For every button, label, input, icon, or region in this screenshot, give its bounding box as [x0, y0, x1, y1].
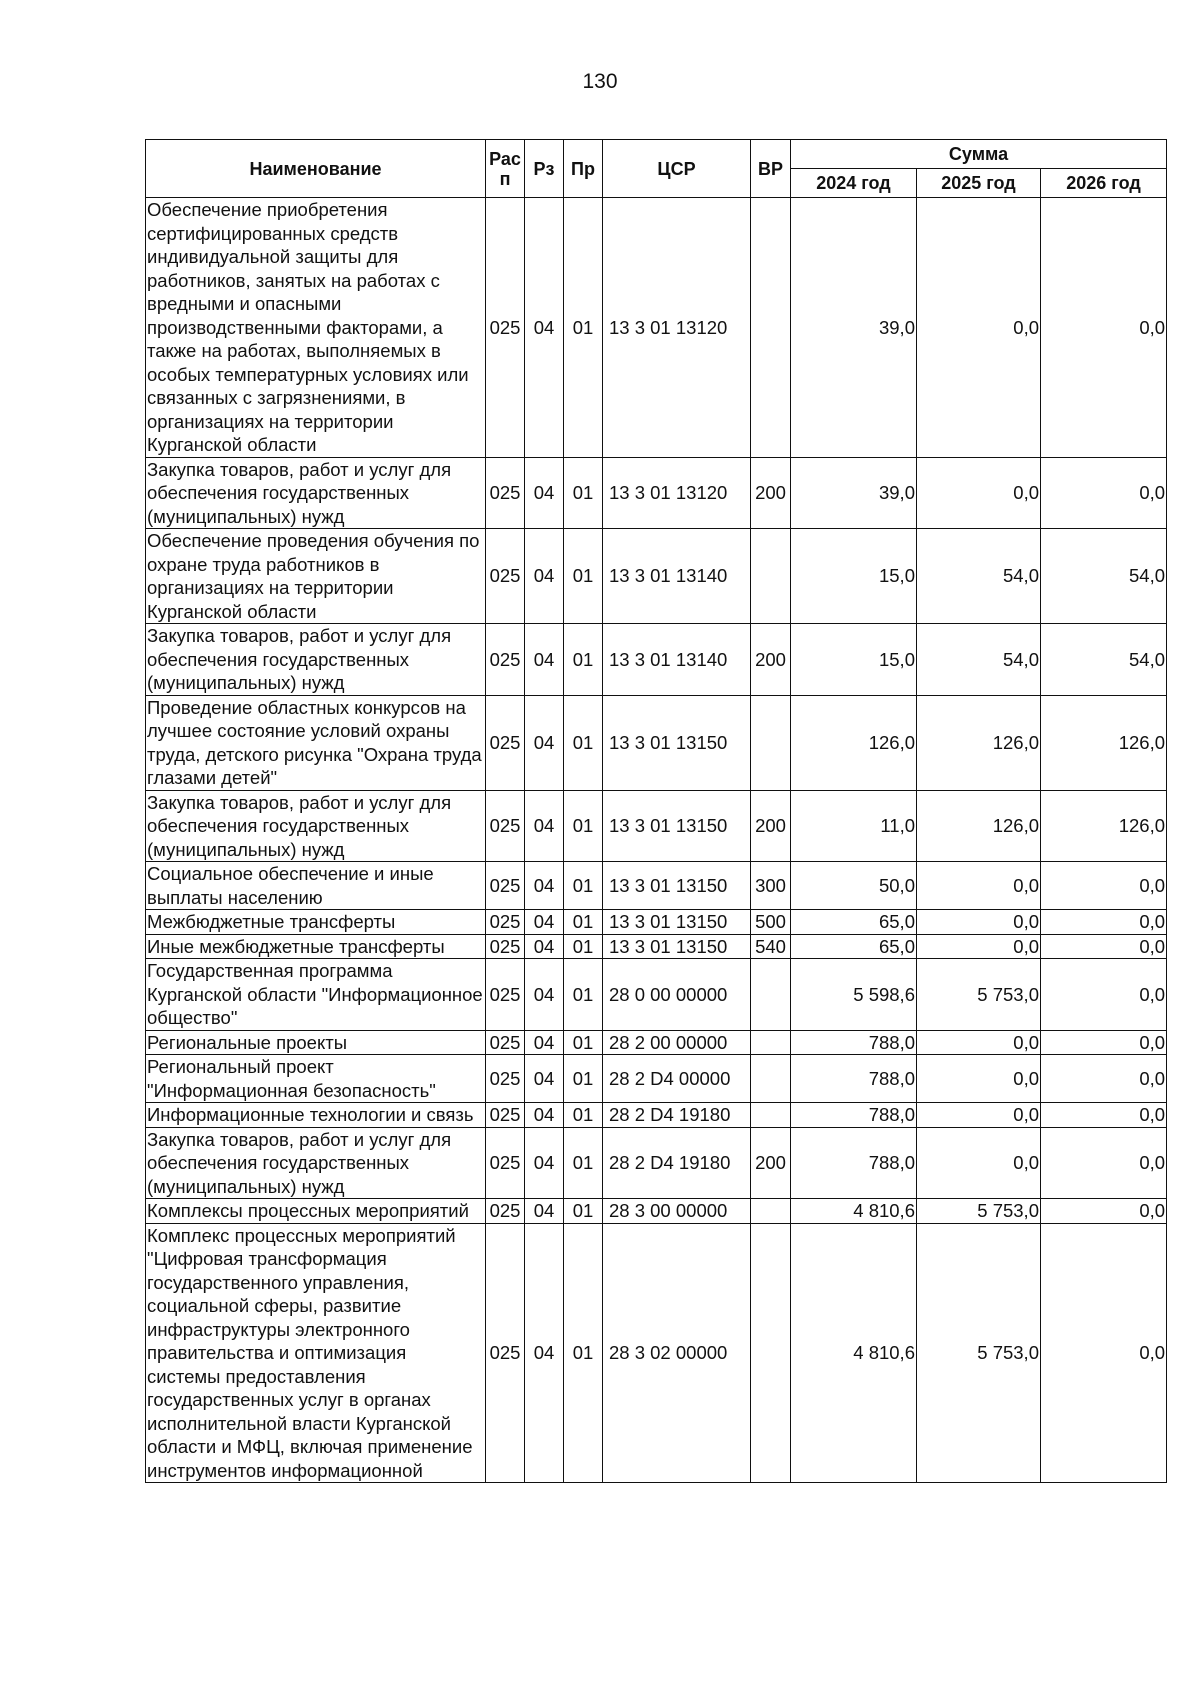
row-vr [751, 529, 791, 624]
row-amount-2024: 15,0 [791, 624, 917, 696]
row-pr: 01 [564, 959, 603, 1031]
header-sum: Сумма [791, 140, 1167, 169]
row-name: Обеспечение приобретения сертифицированных средств индивидуальной защиты для работников, занятых на работах с вредными и опасными производственными факторами, а также на работах, выполняемых в особых температурных условиях или связанных с загрязнениями, в организациях на территории Курганской области [146, 198, 486, 458]
row-amount-2026: 0,0 [1041, 959, 1167, 1031]
row-pr: 01 [564, 1223, 603, 1483]
row-pr: 01 [564, 624, 603, 696]
row-rasp: 025 [486, 910, 525, 935]
row-pr: 01 [564, 1199, 603, 1224]
row-pr: 01 [564, 1055, 603, 1103]
row-pr: 01 [564, 862, 603, 910]
row-amount-2024: 65,0 [791, 934, 917, 959]
row-amount-2025: 0,0 [917, 1127, 1041, 1199]
row-csr: 13 3 01 13150 [603, 695, 751, 790]
table-row [146, 624, 1167, 696]
row-rasp: 025 [486, 198, 525, 458]
row-amount-2025: 0,0 [917, 1055, 1041, 1103]
row-amount-2026: 0,0 [1041, 457, 1167, 529]
row-name: Проведение областных конкурсов на лучшее состояние условий охраны труда, детского рисунка "Охрана труда глазами детей" [146, 695, 486, 790]
row-amount-2024: 126,0 [791, 695, 917, 790]
row-amount-2024: 50,0 [791, 862, 917, 910]
row-name: Обеспечение проведения обучения по охране труда работников в организациях на территории Курганской области [146, 529, 486, 624]
row-pr: 01 [564, 1030, 603, 1055]
row-csr: 28 2 D4 19180 [603, 1127, 751, 1199]
row-csr: 13 3 01 13140 [603, 529, 751, 624]
header-year-2024: 2024 год [791, 169, 917, 198]
row-amount-2026: 54,0 [1041, 624, 1167, 696]
row-amount-2024: 4 810,6 [791, 1199, 917, 1224]
row-amount-2025: 5 753,0 [917, 959, 1041, 1031]
row-vr [751, 1103, 791, 1128]
row-amount-2025: 0,0 [917, 1030, 1041, 1055]
row-amount-2024: 39,0 [791, 457, 917, 529]
row-vr: 200 [751, 624, 791, 696]
row-csr: 13 3 01 13150 [603, 862, 751, 910]
table-row [146, 910, 1167, 935]
row-pr: 01 [564, 910, 603, 935]
row-rz: 04 [525, 934, 564, 959]
table-row [146, 695, 1167, 790]
row-rasp: 025 [486, 959, 525, 1031]
row-amount-2024: 15,0 [791, 529, 917, 624]
row-name: Комплекс процессных мероприятий "Цифровая трансформация государственного управления, социальной сферы, развитие инфраструктуры электронного правительства и оптимизация системы предоставления государственных услуг в органах исполнительной власти Курганской области и МФЦ, включая применение инструментов информационной [146, 1223, 486, 1483]
row-amount-2024: 788,0 [791, 1127, 917, 1199]
budget-table-body [146, 198, 1167, 1483]
header-csr: ЦСР [603, 140, 751, 198]
row-pr: 01 [564, 1127, 603, 1199]
row-rasp: 025 [486, 457, 525, 529]
row-amount-2025: 0,0 [917, 862, 1041, 910]
row-rz: 04 [525, 198, 564, 458]
header-rasp: Рас п [486, 140, 525, 198]
row-amount-2024: 11,0 [791, 790, 917, 862]
row-amount-2024: 39,0 [791, 198, 917, 458]
row-rasp: 025 [486, 1127, 525, 1199]
row-pr: 01 [564, 695, 603, 790]
row-rasp: 025 [486, 862, 525, 910]
row-amount-2024: 788,0 [791, 1103, 917, 1128]
row-csr: 28 2 D4 19180 [603, 1103, 751, 1128]
row-amount-2025: 126,0 [917, 695, 1041, 790]
table-row [146, 1030, 1167, 1055]
table-row [146, 198, 1167, 458]
row-rz: 04 [525, 1030, 564, 1055]
row-pr: 01 [564, 1103, 603, 1128]
row-pr: 01 [564, 790, 603, 862]
row-rz: 04 [525, 959, 564, 1031]
row-rasp: 025 [486, 624, 525, 696]
row-pr: 01 [564, 934, 603, 959]
row-amount-2025: 0,0 [917, 910, 1041, 935]
table-row [146, 457, 1167, 529]
row-amount-2025: 0,0 [917, 934, 1041, 959]
row-rasp: 025 [486, 1055, 525, 1103]
row-rz: 04 [525, 624, 564, 696]
row-csr: 13 3 01 13150 [603, 910, 751, 935]
page-number: 130 [582, 70, 618, 93]
table-row [146, 1199, 1167, 1224]
row-name: Информационные технологии и связь [146, 1103, 486, 1128]
row-rz: 04 [525, 695, 564, 790]
row-vr [751, 198, 791, 458]
header-year-2025: 2025 год [917, 169, 1041, 198]
row-name: Социальное обеспечение и иные выплаты населению [146, 862, 486, 910]
row-rz: 04 [525, 1103, 564, 1128]
row-csr: 13 3 01 13120 [603, 457, 751, 529]
row-amount-2026: 0,0 [1041, 1103, 1167, 1128]
table-row [146, 934, 1167, 959]
row-rz: 04 [525, 1055, 564, 1103]
row-amount-2026: 0,0 [1041, 1127, 1167, 1199]
row-rasp: 025 [486, 695, 525, 790]
table-row [146, 862, 1167, 910]
row-csr: 13 3 01 13120 [603, 198, 751, 458]
row-amount-2025: 5 753,0 [917, 1199, 1041, 1224]
row-amount-2026: 0,0 [1041, 1223, 1167, 1483]
row-amount-2024: 788,0 [791, 1030, 917, 1055]
row-rz: 04 [525, 457, 564, 529]
row-vr [751, 1030, 791, 1055]
row-amount-2024: 788,0 [791, 1055, 917, 1103]
row-pr: 01 [564, 457, 603, 529]
budget-table [145, 139, 1167, 1483]
row-name: Закупка товаров, работ и услуг для обеспечения государственных (муниципальных) нужд [146, 457, 486, 529]
row-pr: 01 [564, 198, 603, 458]
row-rz: 04 [525, 1223, 564, 1483]
table-row [146, 1127, 1167, 1199]
row-name: Закупка товаров, работ и услуг для обеспечения государственных (муниципальных) нужд [146, 1127, 486, 1199]
row-amount-2026: 0,0 [1041, 910, 1167, 935]
row-rasp: 025 [486, 1103, 525, 1128]
row-csr: 13 3 01 13150 [603, 934, 751, 959]
row-name: Региональный проект "Информационная безопасность" [146, 1055, 486, 1103]
header-rz: Рз [525, 140, 564, 198]
row-name: Закупка товаров, работ и услуг для обеспечения государственных (муниципальных) нужд [146, 790, 486, 862]
row-rz: 04 [525, 529, 564, 624]
row-vr: 200 [751, 457, 791, 529]
row-amount-2026: 0,0 [1041, 198, 1167, 458]
row-amount-2024: 5 598,6 [791, 959, 917, 1031]
row-amount-2025: 54,0 [917, 624, 1041, 696]
header-pr: Пр [564, 140, 603, 198]
row-vr: 200 [751, 1127, 791, 1199]
row-name: Региональные проекты [146, 1030, 486, 1055]
row-vr [751, 1199, 791, 1224]
row-vr: 300 [751, 862, 791, 910]
row-name: Государственная программа Курганской области "Информационное общество" [146, 959, 486, 1031]
row-amount-2025: 0,0 [917, 457, 1041, 529]
row-vr: 500 [751, 910, 791, 935]
row-csr: 13 3 01 13150 [603, 790, 751, 862]
row-name: Комплексы процессных мероприятий [146, 1199, 486, 1224]
row-csr: 28 2 D4 00000 [603, 1055, 751, 1103]
row-amount-2025: 54,0 [917, 529, 1041, 624]
table-row [146, 1103, 1167, 1128]
row-name: Закупка товаров, работ и услуг для обеспечения государственных (муниципальных) нужд [146, 624, 486, 696]
row-vr [751, 959, 791, 1031]
table-row [146, 790, 1167, 862]
row-amount-2026: 0,0 [1041, 1030, 1167, 1055]
row-vr: 540 [751, 934, 791, 959]
row-rz: 04 [525, 1127, 564, 1199]
row-csr: 13 3 01 13140 [603, 624, 751, 696]
row-amount-2026: 54,0 [1041, 529, 1167, 624]
row-name: Межбюджетные трансферты [146, 910, 486, 935]
row-rasp: 025 [486, 1223, 525, 1483]
row-amount-2026: 126,0 [1041, 790, 1167, 862]
table-row [146, 1055, 1167, 1103]
row-amount-2026: 0,0 [1041, 1055, 1167, 1103]
row-csr: 28 3 02 00000 [603, 1223, 751, 1483]
row-amount-2024: 65,0 [791, 910, 917, 935]
row-amount-2025: 126,0 [917, 790, 1041, 862]
row-amount-2025: 5 753,0 [917, 1223, 1041, 1483]
table-row [146, 1223, 1167, 1483]
row-rasp: 025 [486, 529, 525, 624]
row-rz: 04 [525, 910, 564, 935]
header-name: Наименование [146, 140, 486, 198]
row-rz: 04 [525, 790, 564, 862]
table-row [146, 529, 1167, 624]
row-rasp: 025 [486, 934, 525, 959]
row-amount-2026: 0,0 [1041, 862, 1167, 910]
row-rz: 04 [525, 1199, 564, 1224]
row-amount-2024: 4 810,6 [791, 1223, 917, 1483]
row-vr: 200 [751, 790, 791, 862]
row-vr [751, 1055, 791, 1103]
row-amount-2026: 0,0 [1041, 1199, 1167, 1224]
header-year-2026: 2026 год [1041, 169, 1167, 198]
row-vr [751, 695, 791, 790]
row-pr: 01 [564, 529, 603, 624]
row-amount-2025: 0,0 [917, 1103, 1041, 1128]
table-row [146, 959, 1167, 1031]
row-csr: 28 2 00 00000 [603, 1030, 751, 1055]
row-amount-2026: 126,0 [1041, 695, 1167, 790]
row-rasp: 025 [486, 1030, 525, 1055]
row-csr: 28 3 00 00000 [603, 1199, 751, 1224]
row-vr [751, 1223, 791, 1483]
row-amount-2026: 0,0 [1041, 934, 1167, 959]
header-vr: ВР [751, 140, 791, 198]
row-rz: 04 [525, 862, 564, 910]
row-rasp: 025 [486, 1199, 525, 1224]
row-rasp: 025 [486, 790, 525, 862]
row-amount-2025: 0,0 [917, 198, 1041, 458]
row-csr: 28 0 00 00000 [603, 959, 751, 1031]
row-name: Иные межбюджетные трансферты [146, 934, 486, 959]
